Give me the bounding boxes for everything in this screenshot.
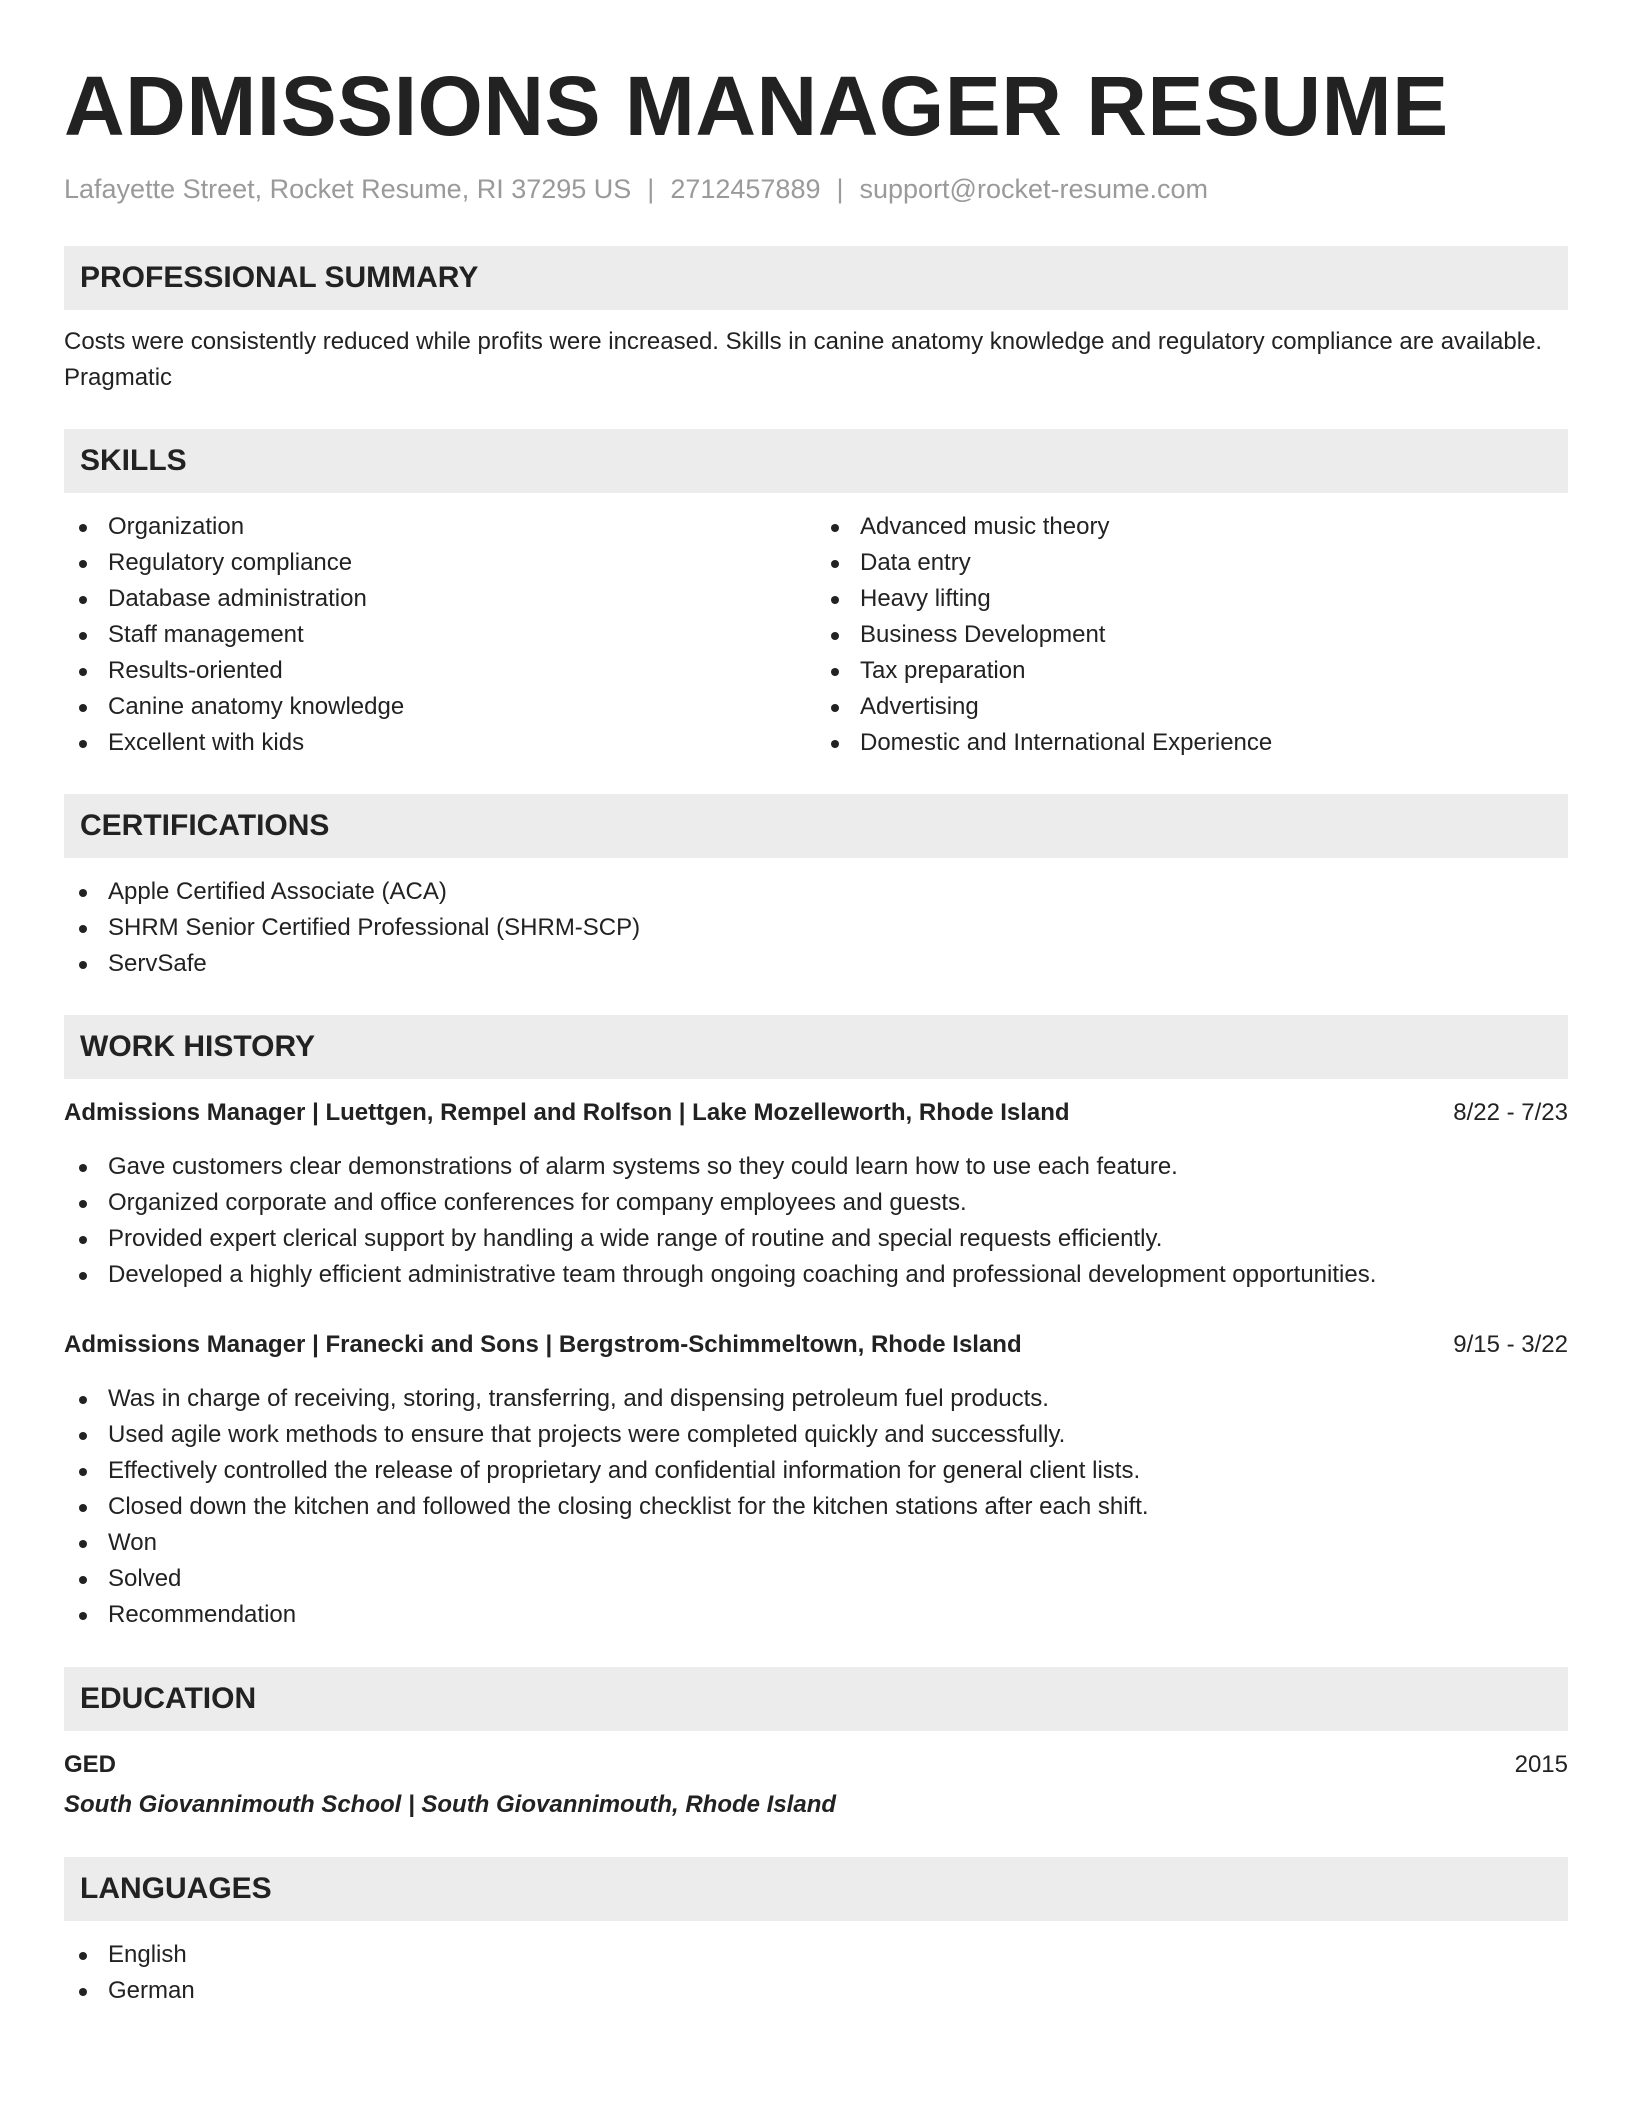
contact-email: support@rocket-resume.com xyxy=(859,174,1209,204)
skill-item: Business Development xyxy=(816,617,1568,653)
job-header xyxy=(64,1095,1568,1131)
skills-column-right xyxy=(816,509,1568,761)
section-heading-education: EDUCATION xyxy=(64,1667,1568,1731)
job-dates: 9/15 - 3/22 xyxy=(1453,1331,1568,1358)
skill-item: Tax preparation xyxy=(816,653,1568,689)
language-item: English xyxy=(64,1937,1568,1973)
skill-item: Results-oriented xyxy=(64,653,816,689)
skill-item: Excellent with kids xyxy=(64,725,816,761)
job-bullet: Organized corporate and office conferences for company employees and guests. xyxy=(64,1185,1568,1221)
job-title: Admissions Manager | Luettgen, Rempel and Rolfson | Lake Mozelleworth, Rhode Island xyxy=(64,1099,1070,1126)
job-title: Admissions Manager | Franecki and Sons | Bergstrom-Schimmeltown, Rhode Island xyxy=(64,1331,1022,1358)
job-bullet: Was in charge of receiving, storing, transferring, and dispensing petroleum fuel products. xyxy=(64,1381,1568,1417)
contact-line xyxy=(64,172,1568,206)
section-heading-certifications: CERTIFICATIONS xyxy=(64,794,1568,858)
job-bullet: Developed a highly efficient administrative team through ongoing coaching and professional development opportunities. xyxy=(64,1257,1568,1293)
job-entry xyxy=(64,1095,1568,1293)
education-year: 2015 xyxy=(1514,1751,1568,1778)
certification-item: Apple Certified Associate (ACA) xyxy=(64,874,1568,910)
skill-item: Domestic and International Experience xyxy=(816,725,1568,761)
page-title: ADMISSIONS MANAGER RESUME xyxy=(64,59,1449,153)
education-school: South Giovannimouth School | South Giovannimouth, Rhode Island xyxy=(64,1791,837,1818)
job-bullet: Used agile work methods to ensure that projects were completed quickly and successfully. xyxy=(64,1417,1568,1453)
certification-item: ServSafe xyxy=(64,946,1568,982)
education-section xyxy=(64,1667,1568,1823)
contact-address: Lafayette Street, Rocket Resume, RI 37295 US xyxy=(64,174,632,204)
job-bullet: Effectively controlled the release of proprietary and confidential information for general client lists. xyxy=(64,1453,1568,1489)
contact-separator: | xyxy=(647,174,655,204)
skill-item: Canine anatomy knowledge xyxy=(64,689,816,725)
section-heading-summary: PROFESSIONAL SUMMARY xyxy=(64,246,1568,310)
skills-section xyxy=(64,429,1568,761)
job-bullet: Won xyxy=(64,1525,1568,1561)
certifications-section xyxy=(64,794,1568,982)
section-heading-languages: LANGUAGES xyxy=(64,1857,1568,1921)
job-bullet: Solved xyxy=(64,1561,1568,1597)
skill-item: Advanced music theory xyxy=(816,509,1568,545)
skills-column-left xyxy=(64,509,816,761)
section-heading-skills: SKILLS xyxy=(64,429,1568,493)
education-degree: GED xyxy=(64,1751,117,1778)
skill-item: Regulatory compliance xyxy=(64,545,816,581)
job-bullet: Closed down the kitchen and followed the closing checklist for the kitchen stations after each shift. xyxy=(64,1489,1568,1525)
language-item: German xyxy=(64,1973,1568,2009)
skill-item: Advertising xyxy=(816,689,1568,725)
summary-section xyxy=(64,246,1568,396)
summary-text: Costs were consistently reduced while profits were increased. Skills in canine anatomy knowledge and regulatory compliance are available. Pragmatic xyxy=(64,328,1543,391)
skills-grid xyxy=(64,509,1568,761)
skill-item: Heavy lifting xyxy=(816,581,1568,617)
contact-phone: 2712457889 xyxy=(670,174,821,204)
job-bullet: Provided expert clerical support by handling a wide range of routine and special requests efficiently. xyxy=(64,1221,1568,1257)
work-history-section xyxy=(64,1015,1568,1633)
certification-item: SHRM Senior Certified Professional (SHRM-SCP) xyxy=(64,910,1568,946)
education-header xyxy=(64,1747,1568,1783)
job-bullet: Recommendation xyxy=(64,1597,1568,1633)
section-heading-work: WORK HISTORY xyxy=(64,1015,1568,1079)
skill-item: Organization xyxy=(64,509,816,545)
skill-item: Data entry xyxy=(816,545,1568,581)
skill-item: Staff management xyxy=(64,617,816,653)
job-dates: 8/22 - 7/23 xyxy=(1453,1099,1568,1126)
skill-item: Database administration xyxy=(64,581,816,617)
languages-section xyxy=(64,1857,1568,2009)
job-bullet: Gave customers clear demonstrations of alarm systems so they could learn how to use each feature. xyxy=(64,1149,1568,1185)
job-header xyxy=(64,1327,1568,1363)
job-entry xyxy=(64,1327,1568,1633)
contact-separator: | xyxy=(836,174,844,204)
